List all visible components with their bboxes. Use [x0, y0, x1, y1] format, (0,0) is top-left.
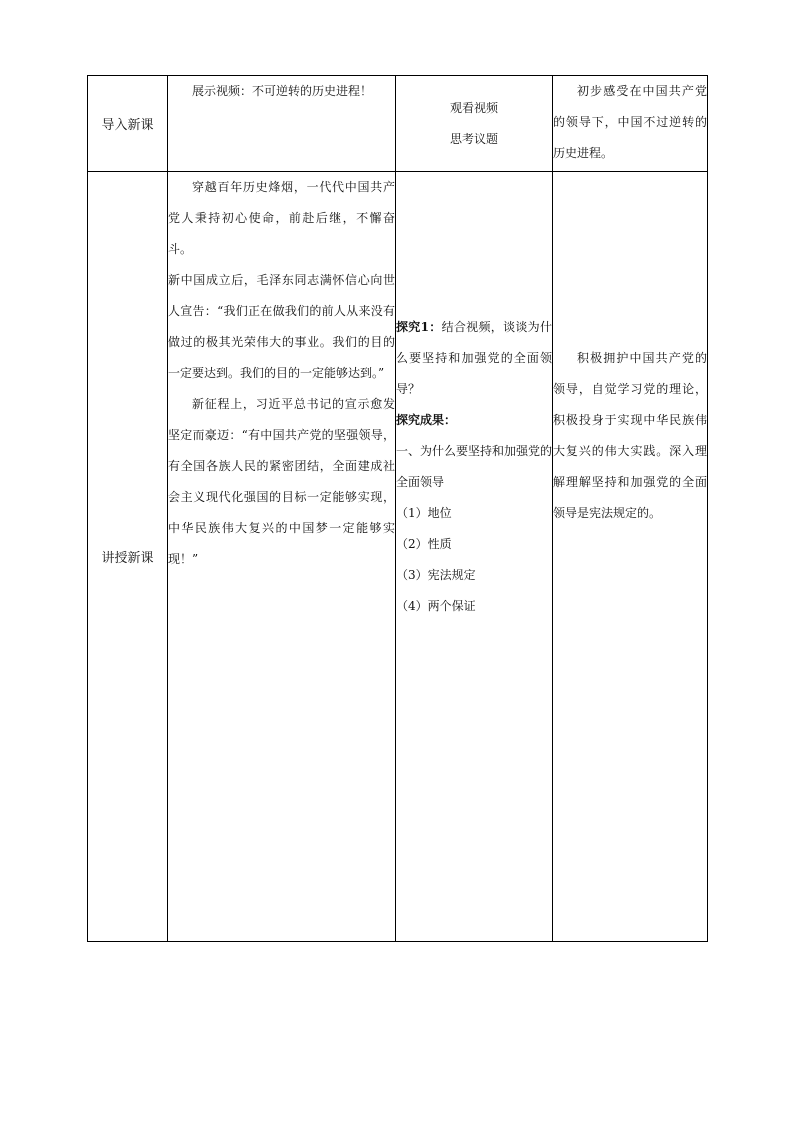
inquiry-result-item: （4）两个保证: [396, 599, 476, 613]
stage-cell-lecture: [88, 172, 168, 942]
design-intent-cell: [553, 76, 708, 172]
design-paragraph: 初步感受在中国共产党的领导下，中国不过逆转的历史进程。: [553, 84, 707, 160]
student-activity-cell: [396, 172, 553, 942]
inquiry-result-label: 探究成果：: [396, 413, 457, 427]
student-line: 观看视频: [449, 100, 498, 115]
inquiry-result-item: （2）性质: [396, 537, 452, 551]
inquiry-label: 探究1：: [396, 320, 442, 334]
design-paragraph: 积极拥护中国共产党的领导，自觉学习党的理论，积极投身于实现中华民族伟大复兴的伟大实践。深入理解理解坚持和加强党的全面领导是宪法规定的。: [553, 351, 707, 520]
teacher-activity-cell: [168, 76, 396, 172]
stage-label: 讲授新课: [101, 551, 154, 566]
student-activity-cell: [396, 76, 553, 172]
table-row-intro: [88, 76, 708, 172]
table-row-lecture: [88, 172, 708, 942]
inquiry-result-item: 一、为什么要坚持和加强党的全面领导: [396, 444, 553, 489]
student-line: 思考议题: [449, 131, 498, 146]
stage-label: 导入新课: [101, 118, 154, 133]
design-intent-cell: [553, 172, 708, 942]
inquiry-text: 结合视频，谈谈为什么要坚持和加强党的全面领导？: [396, 320, 552, 396]
lesson-plan-table: [87, 75, 708, 942]
inquiry-question: [396, 312, 552, 405]
teacher-paragraph: 新中国成立后，毛泽东同志满怀信心向世人宣告：“我们正在做我们的前人从来没有做过的极其光荣伟大的事业。我们的目的一定要达到。我们的目的一定能够达到。”: [168, 273, 395, 380]
teacher-paragraph: 新征程上，习近平总书记的宣示愈发坚定而豪迈：“有中国共产党的坚强领导，有全国各族人民的紧密团结，全面建成社会主义现代化强国的目标一定能够实现，中华民族伟大复兴的中国梦一定能够实现！”: [168, 397, 395, 566]
stage-cell-intro: [88, 76, 168, 172]
inquiry-result-item: （1）地位: [396, 506, 452, 520]
teacher-activity-cell: [168, 172, 396, 942]
inquiry-result-item: （3）宪法规定: [396, 568, 476, 582]
teacher-paragraph: 展示视频：不可逆转的历史进程！: [192, 84, 373, 98]
teacher-paragraph: 穿越百年历史烽烟，一代代中国共产党人秉持初心使命，前赴后继，不懈奋斗。: [168, 180, 395, 256]
